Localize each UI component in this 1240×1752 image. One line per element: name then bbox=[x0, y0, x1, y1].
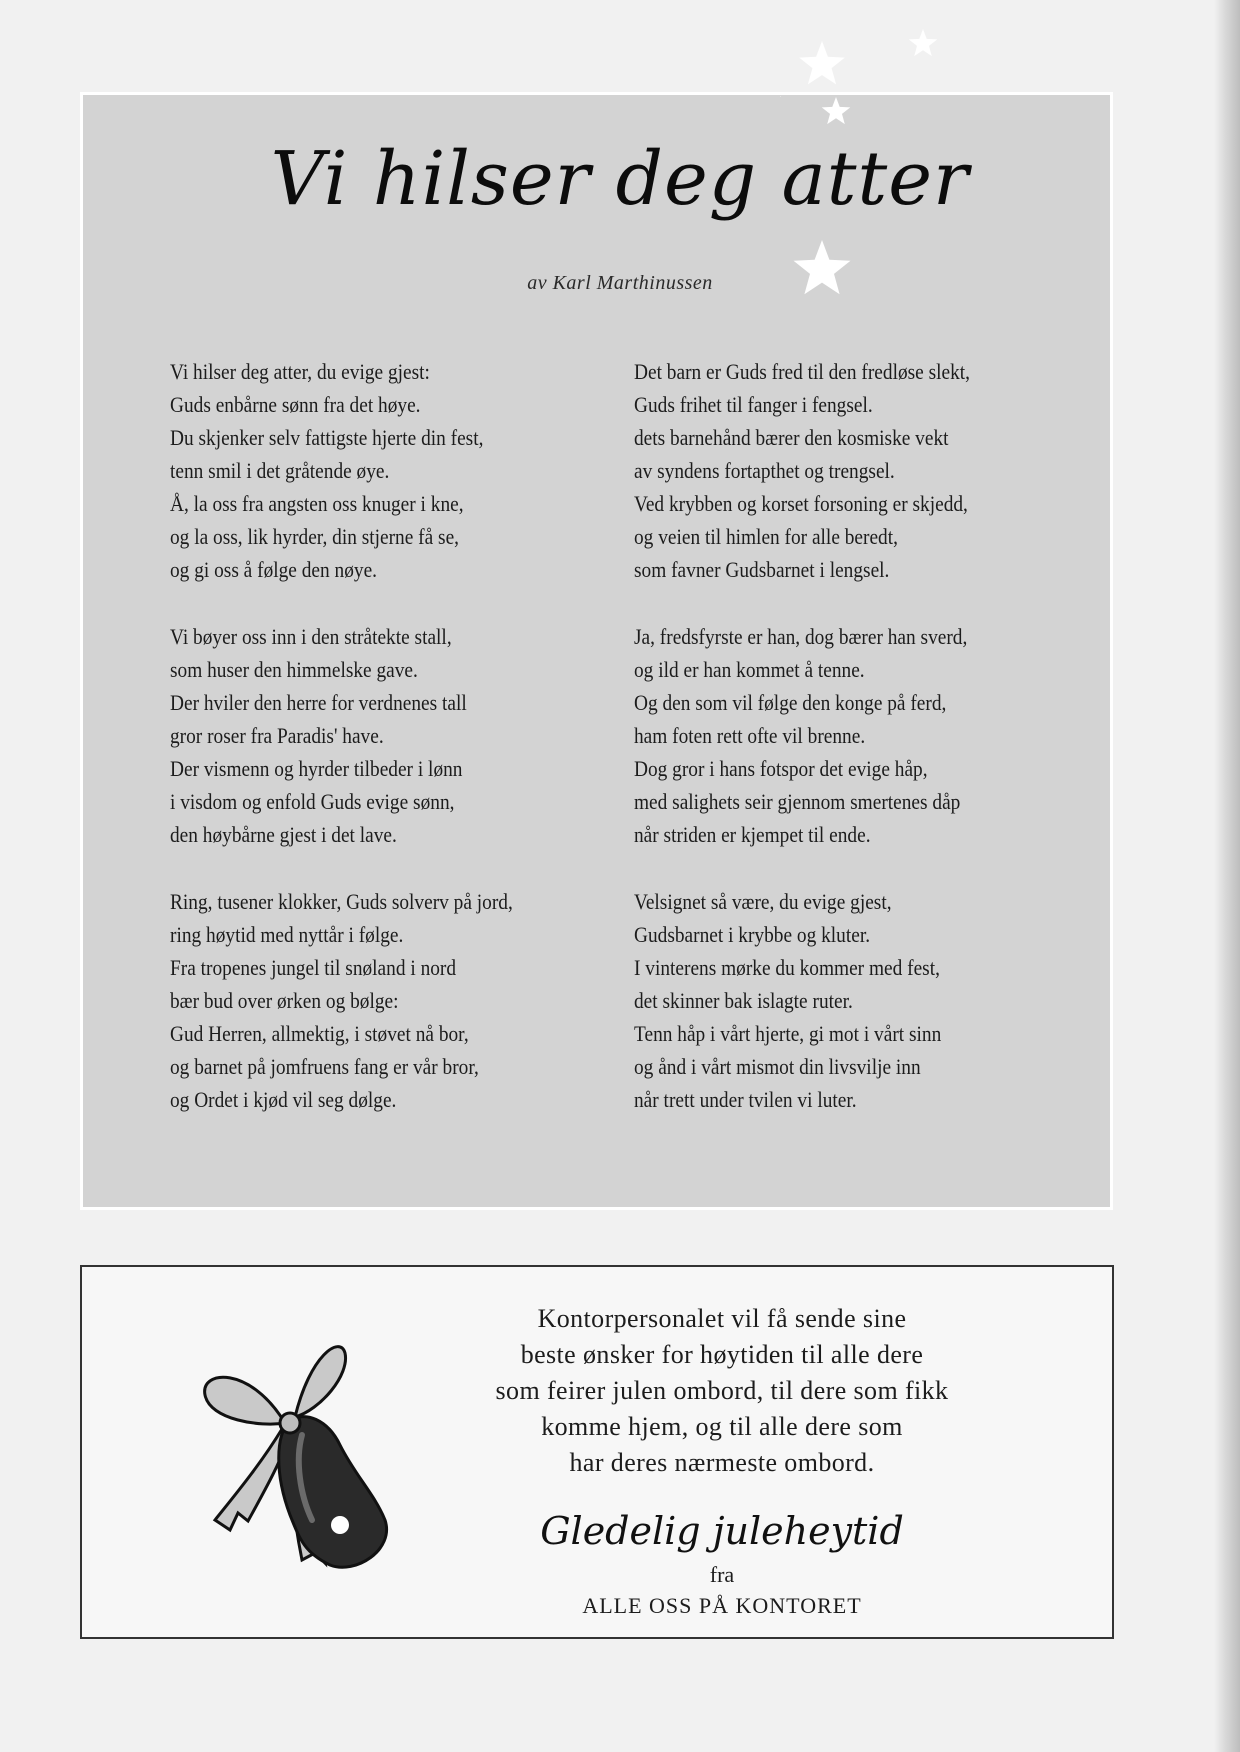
poem-line: og ild er han kommet å tenne. bbox=[634, 657, 865, 682]
poem-stanza bbox=[634, 355, 1104, 586]
poem-line: I vinterens mørke du kommer med fest, bbox=[634, 955, 940, 980]
poem-stanza bbox=[634, 885, 1104, 1116]
poem-line: Og den som vil følge den konge på ferd, bbox=[634, 690, 947, 715]
poem-line: tenn smil i det gråtende øye. bbox=[170, 458, 390, 483]
poem-line: Du skjenker selv fattigste hjerte din fest, bbox=[170, 425, 484, 450]
greeting-line: har deres nærmeste ombord. bbox=[569, 1448, 875, 1477]
poem-line: Ja, fredsfyrste er han, dog bærer han sverd, bbox=[634, 624, 968, 649]
poem-line: i visdom og enfold Guds evige sønn, bbox=[170, 789, 455, 814]
christmas-bell-with-bow-icon bbox=[190, 1325, 400, 1575]
poem-line: som huser den himmelske gave. bbox=[170, 657, 418, 682]
poem-line: når striden er kjempet til ende. bbox=[634, 822, 871, 847]
poem-line: dets barnehånd bærer den kosmiske vekt bbox=[634, 425, 949, 450]
poem-line: det skinner bak islagte ruter. bbox=[634, 988, 853, 1013]
poem-line: som favner Gudsbarnet i lengsel. bbox=[634, 557, 890, 582]
poem-stanza bbox=[170, 355, 640, 586]
greeting-text bbox=[427, 1301, 1017, 1623]
poem-line: bær bud over ørken og bølge: bbox=[170, 988, 399, 1013]
poem-line: og Ordet i kjød vil seg dølge. bbox=[170, 1087, 397, 1112]
poem-column-right bbox=[634, 355, 1104, 1150]
poem-stanza bbox=[170, 885, 640, 1116]
poem-line: den høybårne gjest i det lave. bbox=[170, 822, 397, 847]
poem-line: ring høytid med nyttår i følge. bbox=[170, 922, 404, 947]
poem-line: og barnet på jomfruens fang er vår bror, bbox=[170, 1054, 479, 1079]
poem-line: og gi oss å følge den nøye. bbox=[170, 557, 378, 582]
poem-line: og veien til himlen for alle beredt, bbox=[634, 524, 898, 549]
poem-line: Fra tropenes jungel til snøland i nord bbox=[170, 955, 457, 980]
greeting-signature: ALLE OSS PÅ KONTORET bbox=[582, 1593, 862, 1618]
poem-line: og ånd i vårt mismot din livsvilje inn bbox=[634, 1054, 921, 1079]
poem-line: ham foten rett ofte vil brenne. bbox=[634, 723, 866, 748]
star-icon bbox=[799, 41, 845, 84]
greeting-line: Kontorpersonalet vil få sende sine bbox=[537, 1304, 907, 1333]
greeting-line: som feirer julen ombord, til dere som fikk bbox=[495, 1376, 949, 1405]
poem-line: Ring, tusener klokker, Guds solverv på jord, bbox=[170, 889, 513, 914]
poem-line: Ved krybben og korset forsoning er skjedd, bbox=[634, 491, 968, 516]
poem-line: Der hviler den herre for verdnenes tall bbox=[170, 690, 467, 715]
greeting-line: beste ønsker for høytiden til alle dere bbox=[520, 1340, 924, 1369]
poem-line: Det barn er Guds fred til den fredløse slekt, bbox=[634, 359, 971, 384]
greeting-box bbox=[80, 1265, 1114, 1639]
poem-line: med salighets seir gjennom smertenes dåp bbox=[634, 789, 961, 814]
poem-line: Dog gror i hans fotspor det evige håp, bbox=[634, 756, 928, 781]
star-icon bbox=[780, 81, 781, 121]
poem-line: når trett under tvilen vi luter. bbox=[634, 1087, 857, 1112]
poem-title: Vi hilser deg atter bbox=[270, 136, 970, 222]
poem-line: Vi hilser deg atter, du evige gjest: bbox=[170, 359, 430, 384]
poem-line: Guds frihet til fanger i fengsel. bbox=[634, 392, 873, 417]
greeting-from: fra bbox=[709, 1562, 735, 1587]
poem-line: Gud Herren, allmektig, i støvet nå bor, bbox=[170, 1021, 469, 1046]
poem-line: gror roser fra Paradis' have. bbox=[170, 723, 384, 748]
poem-column-left bbox=[170, 355, 640, 1150]
poem-line: Der vismenn og hyrder tilbeder i lønn bbox=[170, 756, 463, 781]
poem-line: Guds enbårne sønn fra det høye. bbox=[170, 392, 421, 417]
poem-stanza bbox=[634, 620, 1104, 851]
poem-line: av syndens fortapthet og trengsel. bbox=[634, 458, 895, 483]
star-icon bbox=[909, 29, 938, 56]
greeting-closing: Gledelig juleheytid bbox=[540, 1509, 904, 1553]
greeting-message bbox=[427, 1301, 1017, 1481]
poem-line: Å, la oss fra angsten oss knuger i kne, bbox=[170, 491, 464, 516]
poem-stanza bbox=[170, 620, 640, 851]
poem-line: og la oss, lik hyrder, din stjerne få se, bbox=[170, 524, 460, 549]
page-edge-shadow bbox=[1214, 0, 1240, 1752]
poem-author: av Karl Marthinussen bbox=[527, 272, 713, 294]
poem-line: Gudsbarnet i krybbe og kluter. bbox=[634, 922, 871, 947]
poem-line: Vi bøyer oss inn i den stråtekte stall, bbox=[170, 624, 452, 649]
star-icon bbox=[822, 97, 851, 124]
greeting-line: komme hjem, og til alle dere som bbox=[541, 1412, 903, 1441]
poem-line: Velsignet så være, du evige gjest, bbox=[634, 889, 892, 914]
poem-line: Tenn håp i vårt hjerte, gi mot i vårt sinn bbox=[634, 1021, 942, 1046]
